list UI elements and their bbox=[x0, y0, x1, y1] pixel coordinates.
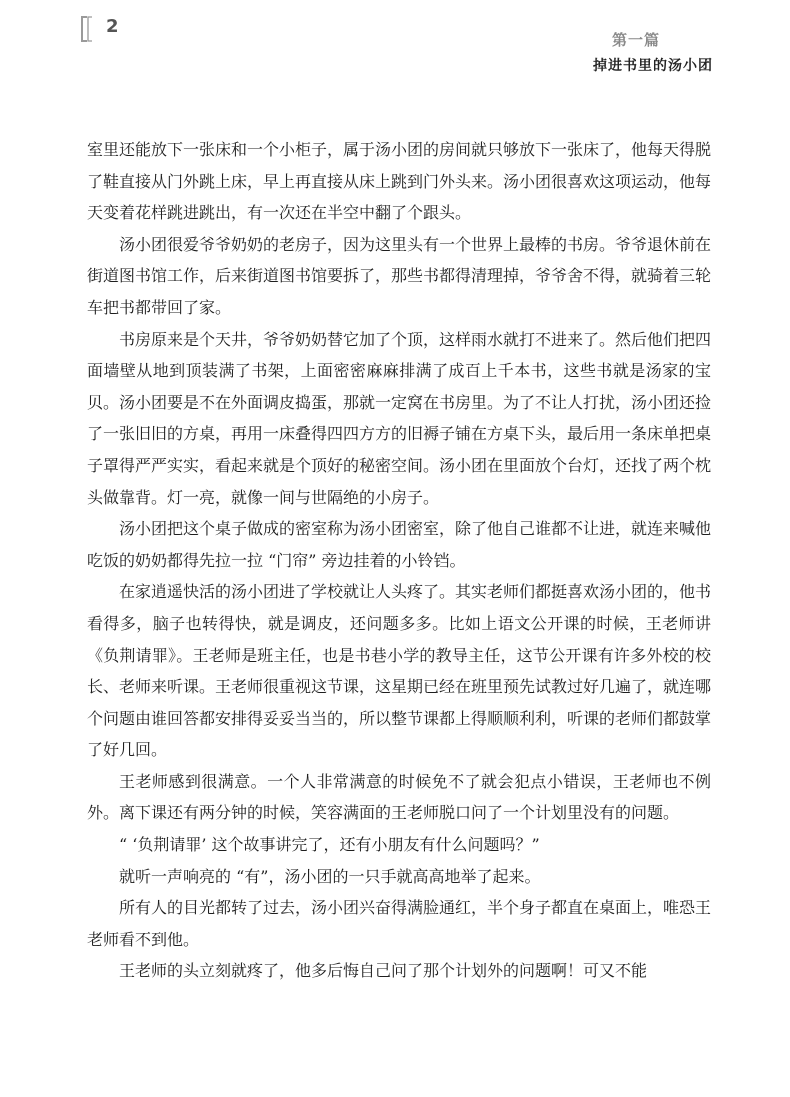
paragraph-5: 在家逍遥快活的汤小团进了学校就让人头疼了。其实老师们都挺喜欢汤小团的，他书看得多，脑子也转得快，就是调皮，还问题多多。比如上语文公开课的时候，王老师讲《负荆请罪》。王老师是班主任，也是书巷小学的教导主任，这节公开课有许多外校的校长、老师来听课。王老师很重视这节课，这星期已经在班里预先试教过好几遍了，就连哪个问题由谁回答都安排得妥妥当当的，所以整节课都上得顺顺利利，听课的老师们都鼓掌了好几回。 bbox=[87, 582, 712, 760]
page-number: 2 bbox=[106, 16, 119, 37]
paragraph-8: 就听一声响亮的 “有”，汤小团的一只手就高高地举了起来。 bbox=[119, 866, 541, 886]
body-text bbox=[87, 134, 711, 987]
paragraph-2: 汤小团很爱爷爷奶奶的老房子，因为这里头有一个世界上最棒的书房。爷爷退休前在街道图书馆工作，后来街道图书馆要拆了，那些书都得清理掉，爷爷舍不得，就骑着三轮车把书都带回了家。 bbox=[87, 234, 712, 317]
part-label: 第一篇 bbox=[611, 31, 660, 49]
paragraph-9: 所有人的目光都转了过去，汤小团兴奋得满脸通红，半个身子都直在桌面上，唯恐王老师看不到他。 bbox=[87, 898, 712, 949]
page-corner-ornament bbox=[78, 14, 106, 44]
paragraph-6: 王老师感到很满意。一个人非常满意的时候免不了就会犯点小错误，王老师也不例外。离下课还有两分钟的时候，笑容满面的王老师脱口问了一个计划里没有的问题。 bbox=[87, 771, 711, 823]
book-title: 掉进书里的汤小团 bbox=[593, 58, 713, 74]
paragraph-1: 室里还能放下一张床和一个小柜子，属于汤小团的房间就只够放下一张床了，他每天得脱了鞋直接从门外跳上床，早上再直接从床上跳到门外头来。汤小团很喜欢这项运动，他每天变着花样跳进跳出，有一次还在半空中翻了个跟头。 bbox=[87, 140, 712, 223]
paragraph-4: 汤小团把这个桌子做成的密室称为汤小团密室，除了他自己谁都不让进，就连来喊他吃饭的奶奶都得先拉一拉 “门帘” 旁边挂着的小铃铛。 bbox=[87, 519, 712, 570]
paragraph-10: 王老师的头立刻就疼了，他多后悔自己问了那个计划外的问题啊！可又不能 bbox=[119, 961, 648, 981]
paragraph-3: 书房原来是个天井，爷爷奶奶替它加了个顶，这样雨水就打不进来了。然后他们把四面墙壁从地到顶装满了书架，上面密密麻麻排满了成百上千本书，这些书就是汤家的宝贝。汤小团要是不在外面调皮捣蛋，那就一定窝在书房里。为了不让人打扰，汤小团还捡了一张旧旧的方桌，再用一床叠得四四方方的旧褥子铺在方桌下头，最后用一条床单把桌子罩得严严实实，看起来就是个顶好的秘密空间。汤小团在里面放个台灯，还找了两个枕头做靠背。灯一亮，就像一间与世隔绝的小房子。 bbox=[87, 329, 712, 507]
paragraph-7: “ ‘负荆请罪’ 这个故事讲完了，还有小朋友有什么问题吗？” bbox=[119, 835, 540, 855]
